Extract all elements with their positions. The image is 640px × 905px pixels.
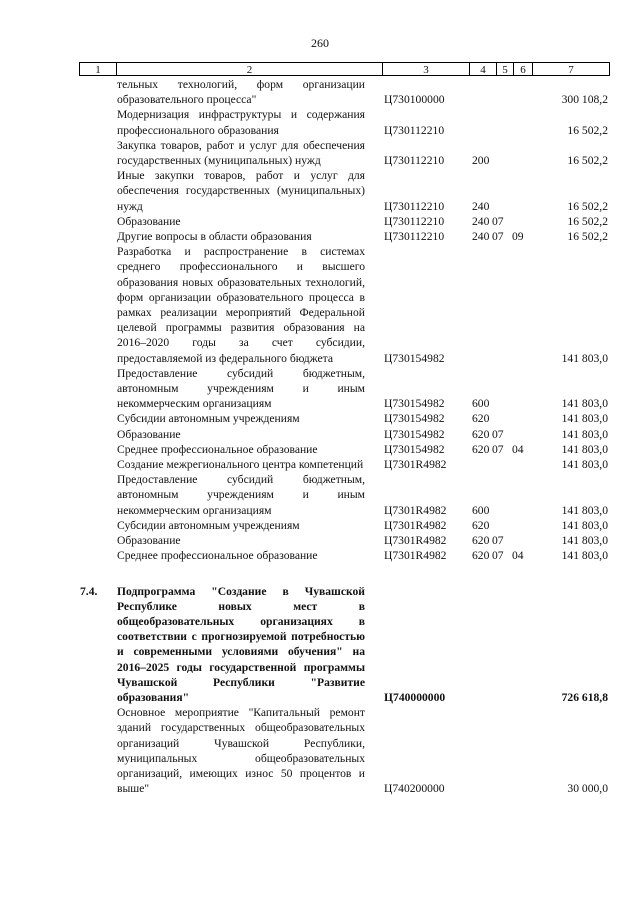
- row-description: Субсидии автономным учреждениям: [117, 518, 300, 532]
- row-description: Предоставление субсидий бюджетным, автономным учреждениям и иным некоммерческим организациям: [117, 473, 365, 517]
- header-col-2: 2: [117, 63, 383, 75]
- row-amount: 141 803,0: [561, 458, 608, 472]
- row-col6: 04: [512, 442, 524, 456]
- header-col-7: 7: [568, 64, 574, 76]
- header-col-5: 5: [497, 63, 514, 75]
- table-row: [0, 107, 640, 137]
- row-col4: 620: [472, 518, 490, 532]
- row-description: Разработка и распространение в системах среднего профессионального и высшего образования новых образовательных технологий, форм организации образовательного процесса в рамках реализации мероприятий Федеральной целевой программы развития образования на 2016–2020 годы за счет субсидии, предоставляемой из федерального бюджета: [117, 245, 365, 365]
- row-description: тельных технологий, форм организации образовательного процесса": [117, 78, 365, 107]
- row-description: Иные закупки товаров, работ и услуг для обеспечения государственных (муниципальных) нужд: [117, 169, 365, 213]
- table-row: [0, 472, 640, 518]
- row-description: Другие вопросы в области образования: [117, 230, 312, 244]
- row-col5: 07: [492, 534, 504, 548]
- row-col5: 07: [492, 427, 504, 441]
- table-row: [0, 366, 640, 412]
- header-col-3: 3: [383, 63, 470, 75]
- row-code: Ц730112210: [384, 214, 445, 228]
- table-row: [0, 548, 640, 563]
- budget-table: [0, 77, 640, 796]
- row-col5: 07: [492, 230, 504, 244]
- row-code: Ц730112210: [384, 199, 445, 213]
- table-row: [0, 244, 640, 366]
- row-amount: 16 502,2: [567, 199, 608, 213]
- row-code: Ц7301R4982: [384, 534, 447, 548]
- row-amount: 141 803,0: [561, 427, 608, 441]
- header-col-4: 4: [470, 63, 497, 75]
- row-col6: 04: [512, 549, 524, 563]
- row-amount: 16 502,2: [567, 154, 608, 168]
- row-code: Ц730154982: [384, 427, 445, 441]
- row-code: Ц740200000: [384, 782, 445, 796]
- header-col-6: 6: [514, 63, 533, 75]
- table-row: [0, 229, 640, 244]
- row-description: Основное мероприятие "Капитальный ремонт зданий государственных общеобразовательных организаций Чувашской Республики, муниципальных общеобразовательных организаций, имеющих износ 50 процентов и выше": [117, 706, 365, 796]
- row-col4: 620: [472, 427, 490, 441]
- row-amount: 30 000,0: [567, 782, 608, 796]
- row-description: Создание межрегионального центра компетенций: [117, 458, 364, 472]
- table-row: [0, 411, 640, 426]
- row-code: Ц730100000: [384, 93, 445, 107]
- table-row: [0, 168, 640, 214]
- section-gap: [0, 564, 640, 584]
- row-col4: 600: [472, 503, 490, 517]
- row-col4: 620: [472, 549, 490, 563]
- row-code: Ц730112210: [384, 154, 445, 168]
- row-description: Субсидии автономным учреждениям: [117, 412, 300, 426]
- row-amount: 16 502,2: [567, 230, 608, 244]
- subprogram-description: Подпрограмма "Создание в Чувашской Республике новых мест в общеобразовательных организациях в соответствии с прогнозируемой потребностью и современными условиями обучения" на 2016–2025 годы государственной программы Чувашской Республики "Развитие образования": [117, 584, 365, 704]
- table-row: [0, 214, 640, 229]
- row-col5: 07: [492, 549, 504, 563]
- row-col4: 620: [472, 442, 490, 456]
- row-col4: 240: [472, 230, 490, 244]
- row-code: Ц730154982: [384, 397, 445, 411]
- row-amount: 300 108,2: [561, 93, 608, 107]
- row-description: Образование: [117, 534, 181, 548]
- row-amount: 16 502,2: [567, 214, 608, 228]
- row-code: Ц730112210: [384, 123, 445, 137]
- row-col5: 07: [492, 214, 504, 228]
- row-amount: 141 803,0: [561, 397, 608, 411]
- row-description: Предоставление субсидий бюджетным, автономным учреждениям и иным некоммерческим организациям: [117, 366, 365, 411]
- row-amount: 141 803,0: [561, 442, 608, 456]
- row-description: Закупка товаров, работ и услуг для обеспечения государственных (муниципальных) нужд: [117, 138, 365, 168]
- row-code: Ц7301R4982: [384, 549, 447, 563]
- row-amount: 141 803,0: [561, 351, 608, 365]
- row-col5: 07: [492, 442, 504, 456]
- row-code: Ц730154982: [384, 442, 445, 456]
- table-row: [0, 442, 640, 457]
- table-row: [0, 138, 640, 168]
- row-amount: 141 803,0: [561, 549, 608, 563]
- table-row: [0, 705, 640, 796]
- page-number: 260: [311, 36, 329, 50]
- row-col4: 620: [472, 534, 490, 548]
- row-amount: 141 803,0: [561, 503, 608, 517]
- row-col4: 240: [472, 214, 490, 228]
- table-row: [0, 77, 640, 107]
- row-code: Ц730154982: [384, 412, 445, 426]
- row-col4: 600: [472, 397, 490, 411]
- header-col-1: 1: [80, 63, 117, 75]
- row-col4: 240: [472, 199, 490, 213]
- row-col4: 200: [472, 154, 490, 168]
- row-amount: 141 803,0: [561, 518, 608, 532]
- table-header: [79, 62, 610, 76]
- row-code: Ц730112210: [384, 230, 445, 244]
- row-amount: 141 803,0: [561, 534, 608, 548]
- subprogram-amount: 726 618,8: [561, 690, 608, 704]
- subprogram-number: 7.4.: [80, 584, 98, 598]
- row-description: Модернизация инфраструктуры и содержания профессионального образования: [117, 108, 365, 137]
- row-code: Ц730154982: [384, 351, 445, 365]
- subprogram-code: Ц740000000: [384, 690, 446, 704]
- row-code: Ц7301R4982: [384, 503, 447, 517]
- row-description: Образование: [117, 214, 181, 228]
- row-col4: 620: [472, 412, 490, 426]
- subprogram-row: [0, 584, 640, 706]
- table-row: [0, 457, 640, 472]
- row-col6: 09: [512, 230, 524, 244]
- row-code: Ц7301R4982: [384, 518, 447, 532]
- row-description: Образование: [117, 427, 181, 441]
- row-amount: 141 803,0: [561, 412, 608, 426]
- table-row: [0, 427, 640, 442]
- row-description: Среднее профессиональное образование: [117, 549, 318, 563]
- table-row: [0, 518, 640, 533]
- row-description: Среднее профессиональное образование: [117, 442, 318, 456]
- table-row: [0, 533, 640, 548]
- row-code: Ц7301R4982: [384, 458, 447, 472]
- row-amount: 16 502,2: [567, 123, 608, 137]
